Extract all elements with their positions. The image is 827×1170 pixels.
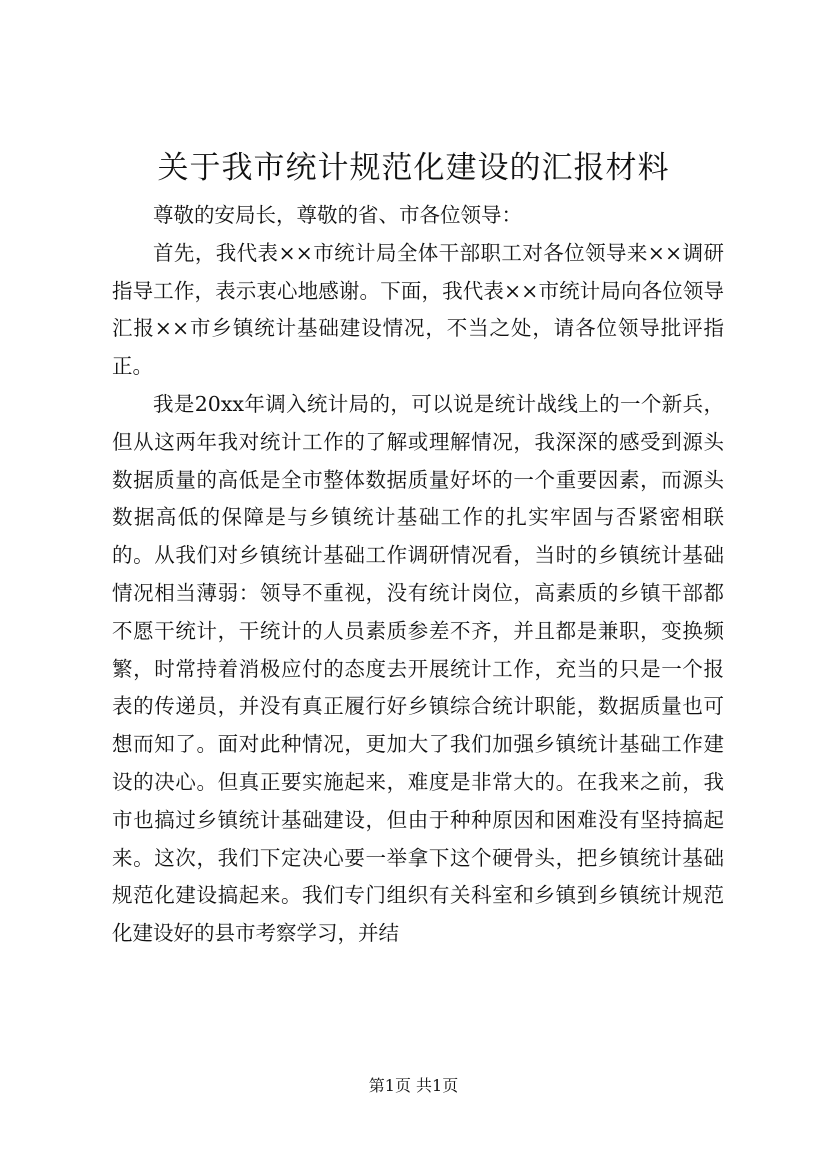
document-title: 关于我市统计规范化建设的汇报材料 (157, 150, 670, 186)
salutation-paragraph: 尊敬的安局长，尊敬的省、市各位领导： (153, 203, 522, 227)
document-body (112, 197, 724, 953)
page-footer: 第1页 共1页 (368, 1076, 459, 1095)
opening-paragraph: 首先，我代表××市统计局全体干部职工对各位领导来××调研指导工作，表示衷心地感谢。下面，我代表××市统计局向各位领导汇报××市乡镇统计基础建设情况，不当之处，请各位领导批评指正。 (112, 240, 724, 379)
body-paragraph: 我是20xx年调入统计局的，可以说是统计战线上的一个新兵，但从这两年我对统计工作的了解或理解情况，我深深的感受到源头数据质量的高低是全市整体数据质量好坏的一个重要因素，而源头数据高低的保障是与乡镇统计基础工作的扎实牢固与否紧密相联的。从我们对乡镇统计基础工作调研情况看，当时的乡镇统计基础情况相当薄弱：领导不重视，没有统计岗位，高素质的乡镇干部都不愿干统计，干统计的人员素质参差不齐，并且都是兼职，变换频繁，时常持着消极应付的态度去开展统计工作，充当的只是一个报表的传递员，并没有真正履行好乡镇综合统计职能，数据质量也可想而知了。面对此种情况，更加大了我们加强乡镇统计基础工作建设的决心。但真正要实施起来，难度是非常大的。在我来之前，我市也搞过乡镇统计基础建设，但由于种种原因和困难没有坚持搞起来。这次，我们下定决心要一举拿下这个硬骨头，把乡镇统计基础规范化建设搞起来。我们专门组织有关科室和乡镇到乡镇统计规范化建设好的县市考察学习，并结 (112, 391, 724, 946)
